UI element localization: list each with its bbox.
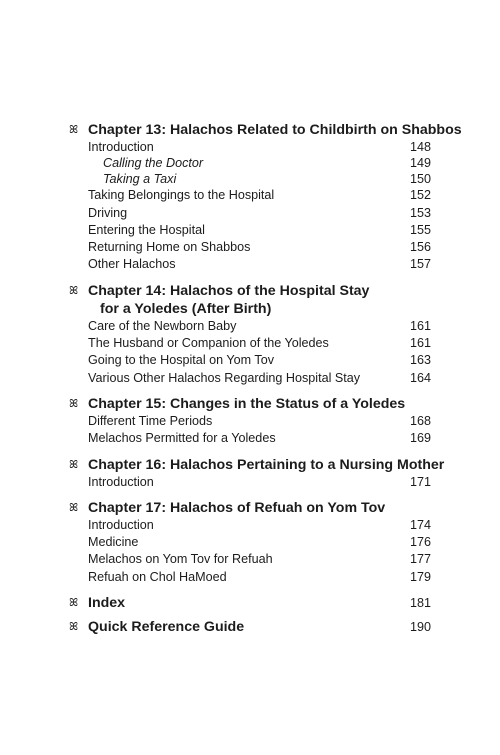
page-number: 190 bbox=[409, 620, 431, 635]
flourish-icon: ꕤ bbox=[69, 284, 79, 297]
page-number: 163 bbox=[409, 353, 431, 368]
chapter-title[interactable]: Chapter 13: Halachos Related to Childbirth on Shabbos bbox=[88, 122, 462, 138]
flourish-icon: ꕤ bbox=[69, 597, 79, 610]
chapter-heading bbox=[69, 456, 445, 474]
chapter-17 bbox=[69, 499, 431, 586]
entry-title: Introduction bbox=[88, 517, 154, 532]
chapter-14 bbox=[69, 282, 431, 387]
toc-entry[interactable] bbox=[88, 413, 431, 430]
entry-title: Different Time Periods bbox=[88, 413, 213, 428]
page-number: 179 bbox=[409, 569, 431, 584]
toc-subentry[interactable] bbox=[88, 172, 431, 188]
entry-title: Driving bbox=[88, 205, 128, 220]
entry-title: Medicine bbox=[88, 535, 139, 550]
page-number: 156 bbox=[409, 240, 431, 255]
chapter-title[interactable] bbox=[88, 282, 431, 318]
page-number: 174 bbox=[409, 517, 431, 532]
toc-subentry[interactable] bbox=[88, 156, 431, 172]
page-number: 161 bbox=[409, 318, 431, 333]
toc-entry[interactable] bbox=[88, 551, 431, 568]
page-number: 150 bbox=[409, 171, 431, 186]
page-number: 181 bbox=[409, 596, 431, 611]
entry-title: Melachos Permitted for a Yoledes bbox=[88, 431, 276, 446]
flourish-icon: ꕤ bbox=[69, 124, 79, 136]
entry-title: Various Other Halachos Regarding Hospital Stay bbox=[88, 370, 361, 385]
index-section bbox=[69, 594, 431, 612]
entry-title: Calling the Doctor bbox=[103, 156, 204, 171]
flourish-icon: ꕤ bbox=[69, 501, 79, 514]
page-number: 148 bbox=[409, 140, 431, 154]
table-of-contents bbox=[69, 121, 462, 642]
entry-title: Going to the Hospital on Yom Tov bbox=[88, 353, 274, 368]
chapter-title-line-2: for a Yoledes (After Birth) bbox=[100, 300, 272, 317]
chapter-heading bbox=[69, 282, 431, 318]
quick-reference-heading[interactable] bbox=[69, 618, 431, 636]
page-number: 169 bbox=[409, 431, 431, 446]
entry-title: Care of the Newborn Baby bbox=[88, 318, 237, 333]
entry-title: Entering the Hospital bbox=[88, 222, 205, 237]
chapter-heading bbox=[69, 121, 462, 139]
page-number: 171 bbox=[409, 474, 431, 489]
chapter-title-line-1: Chapter 14: Halachos of the Hospital Stay bbox=[88, 282, 370, 299]
page-number: 149 bbox=[409, 156, 431, 171]
chapter-16 bbox=[69, 456, 445, 491]
entry-title: Returning Home on Shabbos bbox=[88, 240, 251, 255]
toc-entry[interactable] bbox=[88, 517, 431, 534]
toc-entry[interactable] bbox=[88, 534, 431, 551]
toc-entry[interactable] bbox=[88, 352, 431, 369]
toc-entry[interactable] bbox=[88, 569, 431, 586]
toc-entry[interactable] bbox=[88, 256, 431, 273]
entry-title: Introduction bbox=[88, 474, 154, 489]
page-number: 152 bbox=[409, 188, 431, 203]
chapter-heading bbox=[69, 395, 431, 413]
entry-title: Taking a Taxi bbox=[103, 171, 177, 186]
toc-entry[interactable] bbox=[88, 474, 431, 491]
toc-entry[interactable] bbox=[88, 187, 431, 204]
page-number: 155 bbox=[409, 222, 431, 237]
page-number: 153 bbox=[409, 205, 431, 220]
chapter-title[interactable]: Chapter 16: Halachos Pertaining to a Nursing Mother bbox=[88, 456, 445, 473]
entry-title: Introduction bbox=[88, 140, 154, 154]
entry-title: The Husband or Companion of the Yoledes bbox=[88, 336, 329, 351]
chapter-heading bbox=[69, 499, 431, 517]
page-number: 177 bbox=[409, 552, 431, 567]
toc-entry[interactable] bbox=[88, 222, 431, 239]
chapter-15 bbox=[69, 395, 431, 448]
flourish-icon: ꕤ bbox=[69, 397, 79, 410]
toc-entry[interactable] bbox=[88, 335, 431, 352]
page-number: 161 bbox=[409, 336, 431, 351]
chapter-13 bbox=[69, 121, 462, 274]
entry-title: Taking Belongings to the Hospital bbox=[88, 188, 275, 203]
index-heading[interactable] bbox=[69, 594, 431, 612]
toc-entry[interactable] bbox=[88, 205, 431, 222]
flourish-icon: ꕤ bbox=[69, 458, 79, 471]
toc-entry[interactable] bbox=[88, 318, 431, 335]
page-number: 157 bbox=[409, 257, 431, 272]
toc-entry[interactable] bbox=[88, 239, 431, 256]
page-number: 176 bbox=[409, 535, 431, 550]
chapter-title[interactable]: Chapter 15: Changes in the Status of a Yoledes bbox=[88, 395, 406, 412]
toc-entry[interactable] bbox=[88, 139, 431, 156]
toc-entry[interactable] bbox=[88, 430, 431, 447]
page-number: 164 bbox=[409, 370, 431, 385]
quick-reference-title: Quick Reference Guide bbox=[88, 619, 245, 636]
entry-title: Other Halachos bbox=[88, 257, 176, 272]
index-title: Index bbox=[88, 595, 126, 612]
toc-entry[interactable] bbox=[88, 370, 431, 387]
quick-reference-section bbox=[69, 618, 431, 636]
entry-title: Refuah on Chol HaMoed bbox=[88, 569, 227, 584]
flourish-icon: ꕤ bbox=[69, 621, 79, 634]
page-number: 168 bbox=[409, 413, 431, 428]
entry-title: Melachos on Yom Tov for Refuah bbox=[88, 552, 273, 567]
chapter-title[interactable]: Chapter 17: Halachos of Refuah on Yom Tov bbox=[88, 499, 386, 516]
